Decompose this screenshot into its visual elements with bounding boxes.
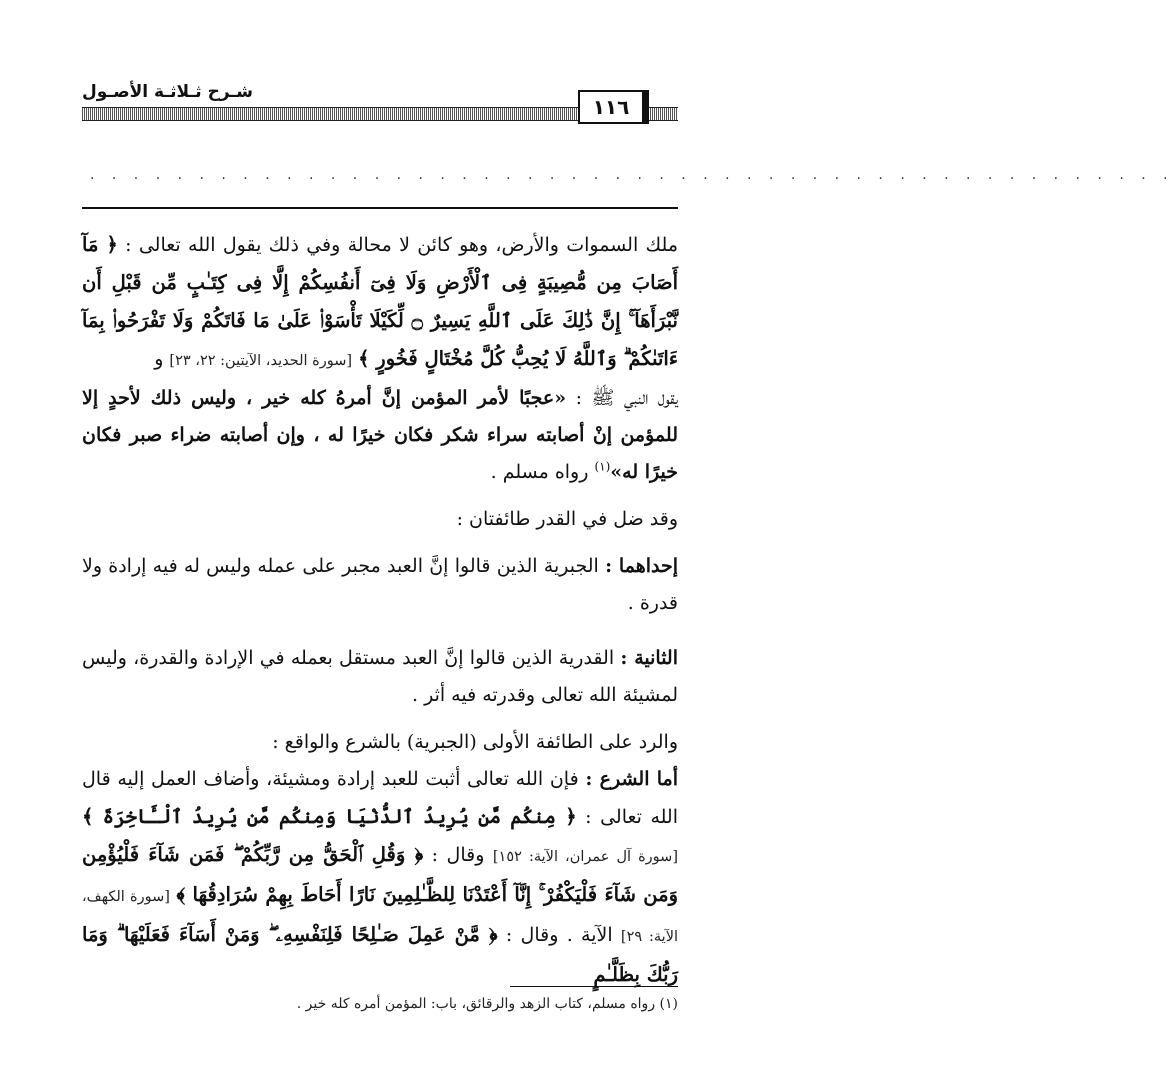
lead-term: إحداهما : — [605, 555, 678, 577]
footnote-rule — [510, 986, 678, 987]
paragraph-qadariyya — [82, 640, 678, 714]
footnote-marker: (١) — [594, 459, 611, 474]
paragraph-shar — [82, 761, 678, 994]
paragraph-qadar-verse — [82, 226, 678, 380]
text: القدرية الذين قالوا إنَّ العبد مستقل بعمله في الإرادة والقدرة، وليس لمشيئة الله تعالى وقدرته فيه أثر . — [82, 647, 678, 706]
paragraph-hadith — [82, 380, 678, 491]
paragraph-two-groups — [82, 501, 678, 538]
text: ملك السموات والأرض، وهو كائن لا محالة وفي ذلك يقول الله تعالى : — [125, 234, 678, 256]
main-text — [82, 226, 678, 994]
text: فإن الله تعالى أثبت للعبد إرادة ومشيئة، وأضاف العمل إليه قال الله تعالى : — [82, 768, 678, 828]
verse-reference: [سورة الحديد، الآيتين: ٢٢، ٢٣] — [169, 353, 353, 369]
text: الجبرية الذين قالوا إنَّ العبد مجبر على عمله وليس له فيه إرادة ولا قدرة . — [82, 555, 678, 614]
text: وقال : — [431, 844, 485, 866]
paragraph-jabriyya — [82, 548, 678, 622]
text: و — [154, 348, 164, 370]
quran-verse: ﴿ وَقُلِ ٱلْحَقُّ مِن رَّبِّكُمْ ۖ فَمَن شَآءَ فَلْيُؤْمِن وَمَن شَآءَ فَلْيَكْفُرْ ۚ إِنَّآ أَعْتَدْنَا لِلظَّـٰلِمِينَ نَارًا أَحَاطَ بِهِمْ سُرَادِقُهَا ﴾ — [82, 843, 678, 906]
text: الآية . — [566, 924, 613, 946]
top-rule — [82, 207, 678, 209]
lead-term: أما الشرع : — [585, 768, 679, 790]
dotted-divider: . . . . . . . . . . . . . . . . . . . . . . . . . . . . . . . . . . . . . . . . . . . . . . . . . . — [90, 167, 1174, 183]
text: رواه مسلم . — [490, 461, 589, 483]
text: والرد على الطائفة الأولى (الجبرية) بالشرع والواقع : — [272, 731, 678, 753]
quran-verse: ﴿ مِنكُم مَّن يُرِيدُ ٱلدُّنْيَا وَمِنكُم مَّن يُرِيدُ ٱلْـَٔاخِرَةَ ﴾ — [82, 805, 577, 828]
text: وقال : — [505, 924, 559, 946]
footnote: (١) رواه مسلم، كتاب الزهد والرقائق، باب: المؤمن أمره كله خير . — [296, 996, 678, 1012]
paragraph-refutation — [82, 724, 678, 761]
quran-verse: ﴿ مَآ أَصَابَ مِن مُّصِيبَةٍ فِى ٱلْأَرْضِ وَلَا فِىٓ أَنفُسِكُمْ إِلَّا فِى كِتَـٰبٍ مِّن قَبْلِ أَن نَّبْرَأَهَآ ۚ إِنَّ ذَٰلِكَ عَلَى ٱللَّهِ يَسِيرٌ ۝ لِّكَيْلَا تَأْسَوْا۟ عَلَىٰ مَا فَاتَكُمْ وَلَا تَفْرَحُوا۟ بِمَآ ءَاتَىٰكُمْ ۗ وَٱللَّهُ لَا يُحِبُّ كُلَّ مُخْتَالٍ فَخُورٍ ﴾ — [82, 233, 678, 370]
verse-reference: [سورة آل عمران، الآية: ١٥٢] — [492, 849, 678, 865]
lead-term: الثانية : — [620, 647, 679, 669]
text: يقول النبي ﷺ : — [575, 387, 678, 409]
quran-verse: ﴿ مَّنْ عَمِلَ صَـٰلِحًا فَلِنَفْسِهِۦ ۖ وَمَنْ أَسَآءَ فَعَلَيْهَا ۗ وَمَا رَبُّكَ بِظَلَّـٰمٍ — [82, 923, 678, 986]
hadith-quote: «عجبًا لأمر المؤمن إنَّ أمرهُ كله خير ، وليس ذلك لأحدٍ إلا للمؤمن إنْ أصابته سراء شكر فكان خيرًا له ، وإن أصابته ضراء صبر فكان خيرًا له» — [82, 387, 678, 483]
verse-reference: [سورة الكهف، الآية: ٢٩] — [82, 889, 679, 945]
running-header-title: شـرح ثـلاثـة الأصـول — [82, 82, 253, 102]
page-number: ١١٦ — [578, 90, 649, 124]
text: وقد ضل في القدر طائفتان : — [456, 508, 678, 530]
